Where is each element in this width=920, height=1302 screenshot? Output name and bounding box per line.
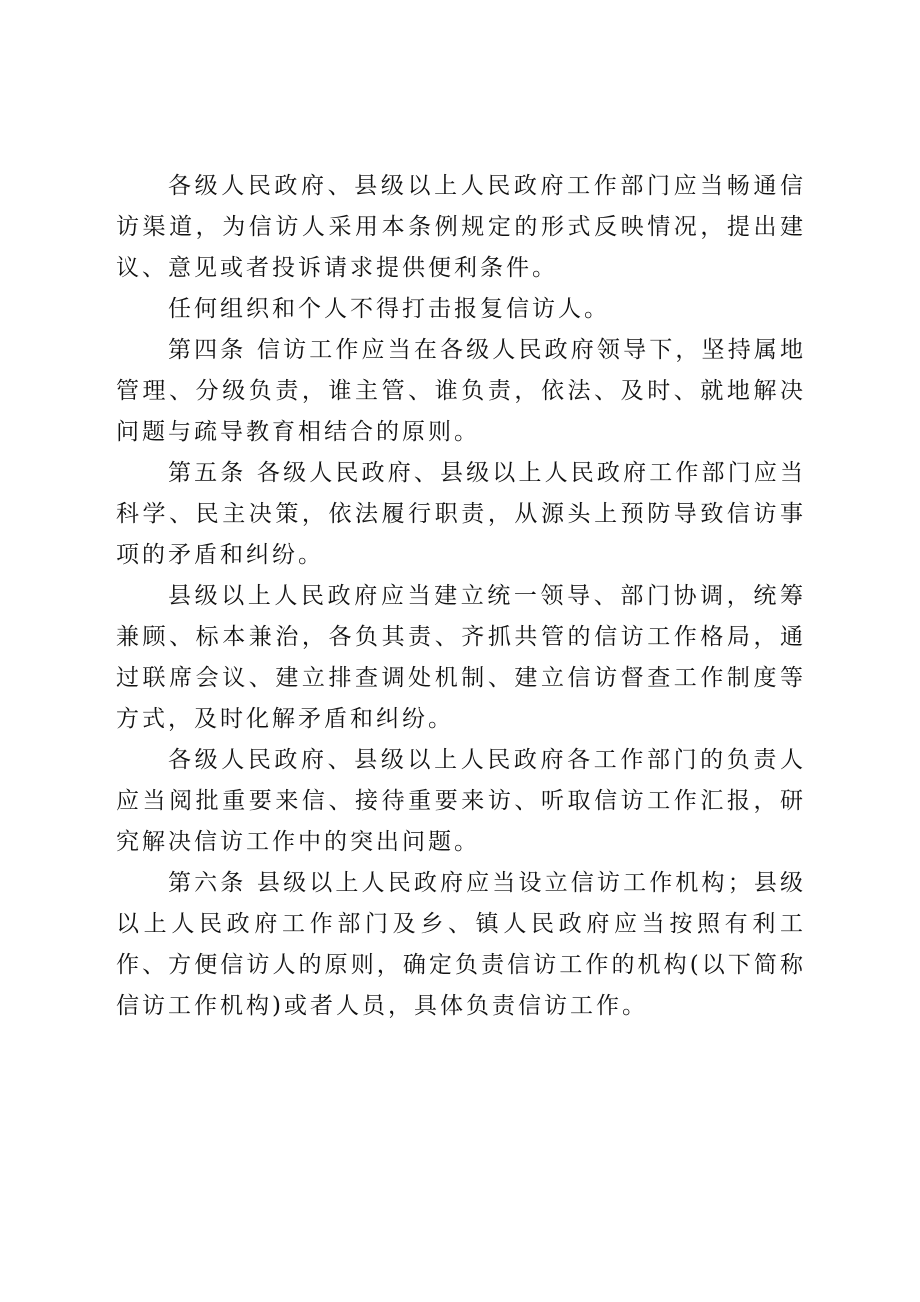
paragraph-5: 县级以上人民政府应当建立统一领导、部门协调，统筹兼顾、标本兼治，各负其责、齐抓共管的信访工作格局，通过联席会议、建立排查调处机制、建立信访督查工作制度等方式，及时化解矛盾和纠纷。 xyxy=(116,583,806,732)
paragraph-article-4: 第四条 信访工作应当在各级人民政府领导下，坚持属地管理、分级负责，谁主管、谁负责，依法、及时、就地解决问题与疏导教育相结合的原则。 xyxy=(116,337,806,445)
document-body xyxy=(116,166,806,1027)
paragraph-article-5: 第五条 各级人民政府、县级以上人民政府工作部门应当科学、民主决策，依法履行职责，从源头上预防导致信访事项的矛盾和纠纷。 xyxy=(116,460,806,568)
paragraph-1: 各级人民政府、县级以上人民政府工作部门应当畅通信访渠道，为信访人采用本条例规定的形式反映情况，提出建议、意见或者投诉请求提供便利条件。 xyxy=(116,173,806,281)
paragraph-6: 各级人民政府、县级以上人民政府各工作部门的负责人应当阅批重要来信、接待重要来访、听取信访工作汇报，研究解决信访工作中的突出问题。 xyxy=(116,747,806,855)
paragraph-article-6: 第六条 县级以上人民政府应当设立信访工作机构；县级以上人民政府工作部门及乡、镇人民政府应当按照有利工作、方便信访人的原则，确定负责信访工作的机构(以下简称信访工作机构)或者人员，具体负责信访工作。 xyxy=(116,870,806,1019)
paragraph-2: 任何组织和个人不得打击报复信访人。 xyxy=(168,296,610,322)
